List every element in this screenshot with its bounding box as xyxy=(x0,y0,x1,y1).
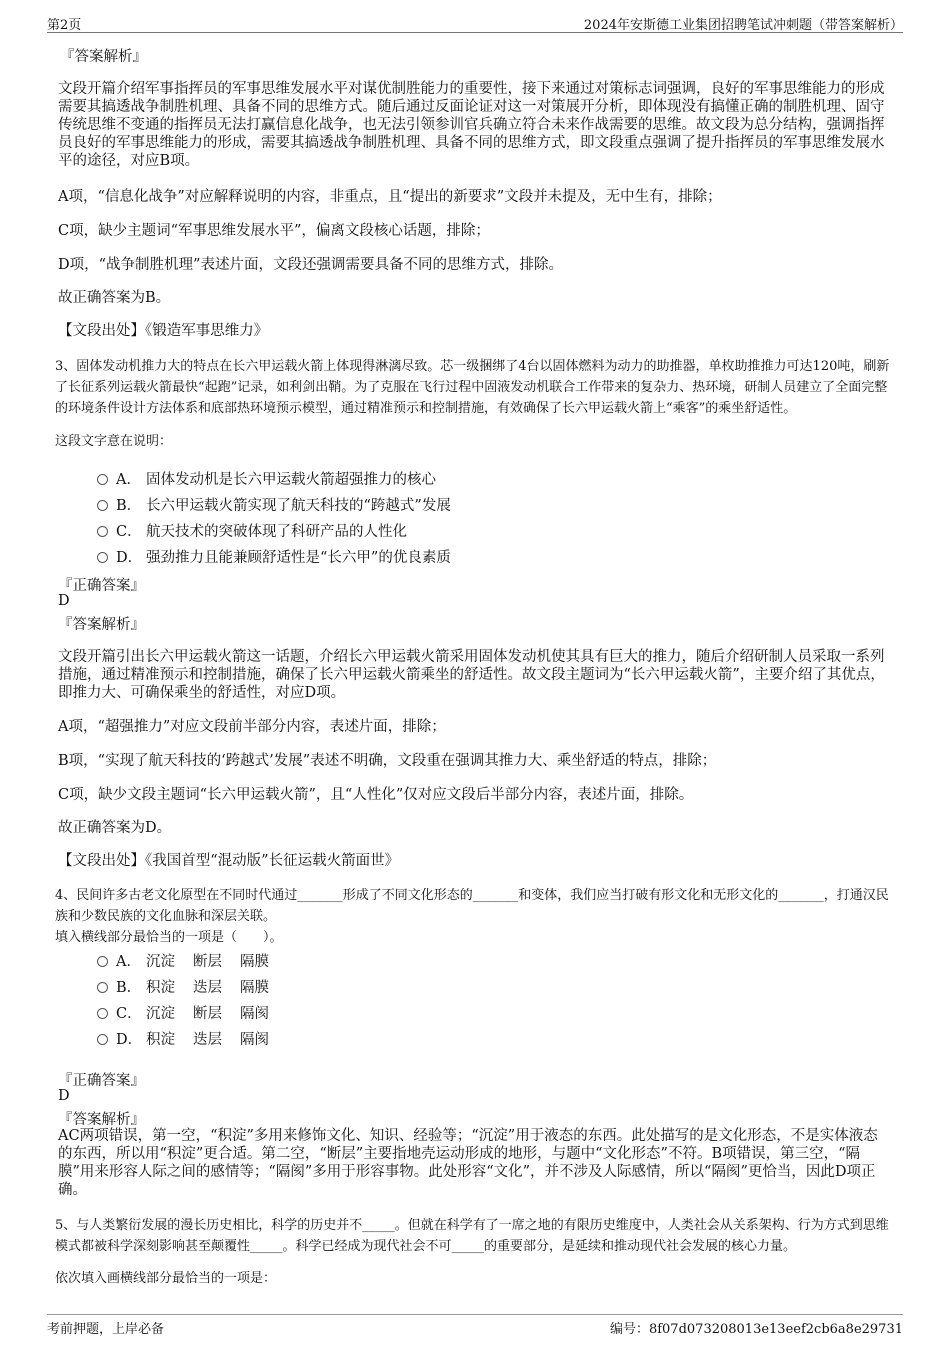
radio-icon[interactable] xyxy=(97,474,108,485)
q4-stem: 4、民间许多古老文化原型在不同时代通过_______形成了不同文化形态的_______和变体，我们应当打破有形文化和无形文化的_______，打通汉民族和少数民族的文化血脉和深层关联。 xyxy=(55,888,889,924)
radio-icon[interactable] xyxy=(97,500,108,511)
q4-analysis-text: AC两项错误，第一空，“积淀”多用来修饰文化、知识、经验等；“沉淀”用于液态的东西。此处描写的是文化形态，不是实体液态的东西，所以用“积淀”更合适。第二空，“断层”主要指地壳运动形成的地形，与题中“文化形态”不符。B项错误，第三空，“隔膜”用来形容人际之间的感情等；“隔阂”多用于形容事物。此处形容“文化”，并不涉及人际感情，所以“隔阂”更恰当，因此D项正确。 xyxy=(58,1128,878,1198)
q4-option-a[interactable]: A． 沉淀 断层 隔膜 xyxy=(97,950,269,970)
q4-option-b[interactable]: B． 积淀 迭层 隔膜 xyxy=(97,976,269,996)
page-header xyxy=(47,12,903,33)
footer-slogan: 考前押题，上岸必备 xyxy=(47,1322,165,1337)
q2-option-d-explain: D项，“战争制胜机理”表述片面，文段还强调需要具备不同的思维方式，排除。 xyxy=(58,257,563,273)
q4-answer: D xyxy=(58,1088,70,1104)
q3-option-a-explain: A项，“超强推力”对应文段前半部分内容，表述片面，排除； xyxy=(58,719,446,735)
q3-analysis-text: 文段开篇引出长六甲运载火箭这一话题，介绍长六甲运载火箭采用固体发动机使其具有巨大的推力，随后介绍研制人员采取一系列措施，通过精准预示和控制措施，确保了长六甲运载火箭乘坐的舒适性。故文段主题词为“长六甲运载火箭”，主要介绍了其优点，即推力大、可确保乘坐的舒适性，对应D项。 xyxy=(58,649,885,701)
radio-icon[interactable] xyxy=(97,1034,108,1045)
q4-option-c[interactable]: C． 沉淀 断层 隔阂 xyxy=(97,1002,269,1022)
radio-icon[interactable] xyxy=(97,956,108,967)
q3-analysis-label: 『答案解析』 xyxy=(58,617,145,633)
q3-option-a[interactable]: A． 固体发动机是长六甲运载火箭超强推力的核心 xyxy=(97,468,436,488)
radio-icon[interactable] xyxy=(97,1008,108,1019)
q5-stem: 5、与人类繁衍发展的漫长历史相比，科学的历史并不_____。但就在科学有了一席之地的有限历史维度中，人类社会从关系架构、行为方式到思维模式都被科学深刻影响甚至颠覆性_____。科学已经成为现代社会不可_____的重要部分，是延续和推动现代社会发展的核心力量。 xyxy=(55,1218,889,1254)
q3-answer: D xyxy=(58,593,70,609)
page-footer xyxy=(47,1314,903,1337)
q5-question: 依次填入画横线部分最恰当的一项是： xyxy=(55,1271,277,1286)
q3-correct-label: 『正确答案』 xyxy=(58,578,145,594)
q3-question: 这段文字意在说明： xyxy=(55,434,173,449)
q3-stem: 3、固体发动机推力大的特点在长六甲运载火箭上体现得淋漓尽致。芯一级捆绑了4台以固体燃料为动力的助推器，单枚助推推力可达120吨，刷新了长征系列运载火箭最快“起跑”记录，如利剑出鞘。为了克服在飞行过程中固液发动机联合工作带来的复杂力、热环境，研制人员建立了全面完整的环境条件设计方法体系和底部热环境预示模型，通过精准预示和控制措施，有效确保了长六甲运载火箭上“乘客”的乘坐舒适性。 xyxy=(55,359,890,416)
radio-icon[interactable] xyxy=(97,982,108,993)
q3-option-d[interactable]: D． 强劲推力且能兼顾舒适性是“长六甲”的优良素质 xyxy=(97,546,451,566)
q4-option-d[interactable]: D． 积淀 迭层 隔阂 xyxy=(97,1028,269,1048)
document-title: 2024年安斯德工业集团招聘笔试冲刺题（带答案解析） xyxy=(583,18,903,33)
q4-question: 填入横线部分最恰当的一项是（ ）。 xyxy=(55,930,283,945)
q4-correct-label: 『正确答案』 xyxy=(58,1073,145,1089)
q2-source: 【文段出处】《锻造军事思维力》 xyxy=(58,323,269,339)
q2-analysis-text: 文段开篇介绍军事指挥员的军事思维发展水平对谋优制胜能力的重要性，接下来通过对策标志词强调，良好的军事思维能力的形成需要其搞透战争制胜机理、具备不同的思维方式。随后通过反面论证对这一对策展开分析，即体现没有搞懂正确的制胜机理、固守传统思维不变通的指挥员无法打赢信息化战争，也无法引领参训官兵确立符合未来作战需要的思维。故文段为总分结构，强调指挥员良好的军事思维能力的形成，需要其搞透战争制胜机理、具备不同的思维方式，即文段重点强调了提升指挥员的军事思维发展水平的途径，对应B项。 xyxy=(58,81,885,169)
page-number: 第2页 xyxy=(47,18,82,33)
q3-conclusion: 故正确答案为D。 xyxy=(58,820,172,836)
q3-option-b[interactable]: B． 长六甲运载火箭实现了航天科技的“跨越式”发展 xyxy=(97,494,451,514)
document-code: 编号：8f07d073208013e13eef2cb6a8e29731 xyxy=(609,1322,903,1337)
q2-analysis-label: 『答案解析』 xyxy=(60,49,147,65)
radio-icon[interactable] xyxy=(97,552,108,563)
q2-conclusion: 故正确答案为B。 xyxy=(58,290,171,306)
q2-option-c-explain: C项，缺少主题词“军事思维发展水平”，偏离文段核心话题，排除； xyxy=(58,223,490,239)
q4-analysis-label: 『答案解析』 xyxy=(58,1112,145,1128)
q2-option-a-explain: A项，“信息化战争”对应解释说明的内容，非重点，且“提出的新要求”文段并未提及，无中生有，排除； xyxy=(58,189,722,205)
radio-icon[interactable] xyxy=(97,526,108,537)
q3-option-c[interactable]: C． 航天技术的突破体现了科研产品的人性化 xyxy=(97,520,407,540)
q3-source: 【文段出处】《我国首型“混动版”长征运载火箭面世》 xyxy=(58,853,400,869)
q3-option-c-explain: C项，缺少文段主题词“长六甲运载火箭”，且“人性化”仅对应文段后半部分内容，表述片面，排除。 xyxy=(58,787,694,803)
q3-option-b-explain: B项，“实现了航天科技的‘跨越式’发展”表述不明确，文段重在强调其推力大、乘坐舒适的特点，排除； xyxy=(58,753,717,769)
